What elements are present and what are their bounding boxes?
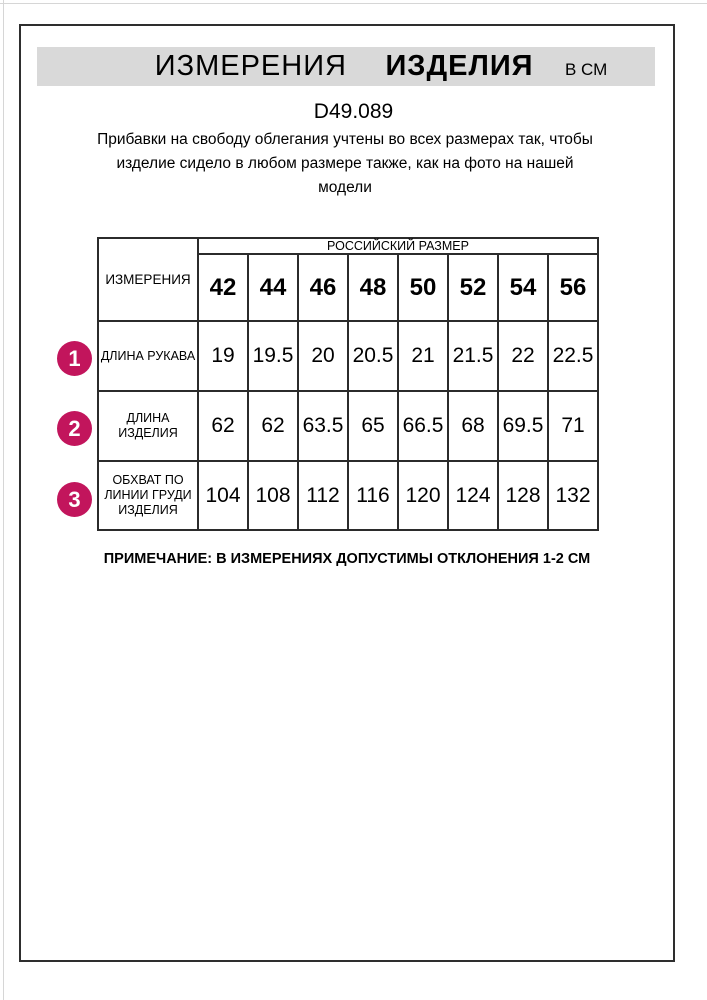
row-label-line: ИЗДЕЛИЯ <box>118 503 178 517</box>
value-cell: 116 <box>348 461 398 530</box>
size-cell: 52 <box>448 254 498 321</box>
size-cell: 50 <box>398 254 448 321</box>
value-cell: 104 <box>198 461 248 530</box>
value-cell: 19 <box>198 321 248 391</box>
value-cell: 19.5 <box>248 321 298 391</box>
value-cell: 112 <box>298 461 348 530</box>
table-row-product-length <box>98 391 598 461</box>
size-cell: 44 <box>248 254 298 321</box>
russian-size-header-cell: РОССИЙСКИЙ РАЗМЕР <box>198 238 598 254</box>
row-number-badge-3: 3 <box>57 482 92 517</box>
value-cell: 62 <box>198 391 248 461</box>
row-label-line: ОБХВАТ ПО <box>112 473 184 487</box>
size-cell: 46 <box>298 254 348 321</box>
measurements-header-cell: ИЗМЕРЕНИЯ <box>98 238 198 321</box>
fit-description-line: модели <box>318 179 372 196</box>
value-cell: 124 <box>448 461 498 530</box>
title-banner <box>37 47 655 86</box>
table-row-chest-girth <box>98 461 598 530</box>
fit-description-line: Прибавки на свободу облегания учтены во всех размерах так, чтобы <box>97 131 593 148</box>
value-cell: 71 <box>548 391 598 461</box>
size-cell: 48 <box>348 254 398 321</box>
value-cell: 22 <box>498 321 548 391</box>
value-cell: 21.5 <box>448 321 498 391</box>
row-label-cell <box>98 321 198 391</box>
value-cell: 66.5 <box>398 391 448 461</box>
value-cell: 20 <box>298 321 348 391</box>
value-cell: 63.5 <box>298 391 348 461</box>
row-label-line: ДЛИНА <box>126 411 170 425</box>
value-cell: 20.5 <box>348 321 398 391</box>
row-number-badge-2: 2 <box>57 411 92 446</box>
title-measurements: ИЗМЕРЕНИЯ <box>154 50 347 82</box>
table-header-row <box>98 238 598 254</box>
row-label-cell <box>98 461 198 530</box>
size-table <box>97 237 599 531</box>
article-code: D49.089 <box>313 100 394 123</box>
title-unit: В СМ <box>564 60 608 79</box>
value-cell: 108 <box>248 461 298 530</box>
tolerance-note: ПРИМЕЧАНИЕ: В ИЗМЕРЕНИЯХ ДОПУСТИМЫ ОТКЛОНЕНИЯ 1-2 СМ <box>103 551 591 567</box>
title-product: ИЗДЕЛИЯ <box>385 50 534 82</box>
row-label-line: ЛИНИИ ГРУДИ <box>104 488 192 502</box>
value-cell: 68 <box>448 391 498 461</box>
value-cell: 132 <box>548 461 598 530</box>
row-label-line: ДЛИНА РУКАВА <box>100 348 196 363</box>
value-cell: 21 <box>398 321 448 391</box>
size-cell: 42 <box>198 254 248 321</box>
value-cell: 120 <box>398 461 448 530</box>
row-number-badge-1: 1 <box>57 341 92 376</box>
row-label-cell <box>98 391 198 461</box>
fit-description <box>95 128 595 200</box>
fit-description-line: изделие сидело в любом размере также, как на фото на нашей <box>116 155 574 172</box>
size-cell: 56 <box>548 254 598 321</box>
scan-artifact-left-line <box>3 0 4 1000</box>
scan-artifact-top-line <box>0 3 707 4</box>
value-cell: 62 <box>248 391 298 461</box>
value-cell: 128 <box>498 461 548 530</box>
table-row-sleeve-length <box>98 321 598 391</box>
value-cell: 65 <box>348 391 398 461</box>
value-cell: 69.5 <box>498 391 548 461</box>
row-label-line: ИЗДЕЛИЯ <box>118 426 178 440</box>
size-cell: 54 <box>498 254 548 321</box>
value-cell: 22.5 <box>548 321 598 391</box>
